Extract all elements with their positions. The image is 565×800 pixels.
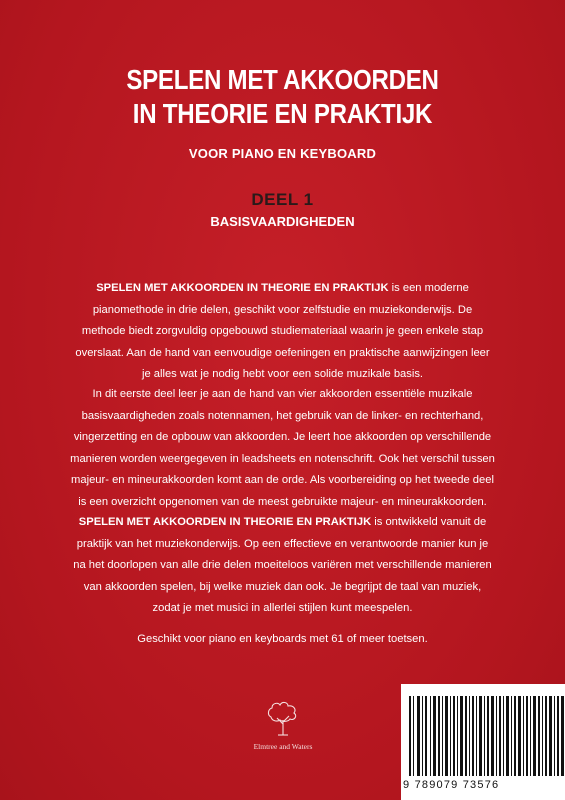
isbn-barcode xyxy=(401,684,565,800)
paragraph-3-bold-title: SPELEN MET AKKOORDEN IN THEORIE EN PRAKTIJK xyxy=(78,516,372,528)
barcode-bars xyxy=(409,696,565,776)
subtitle: VOOR PIANO EN KEYBOARD xyxy=(188,146,377,161)
description-paragraph-3 xyxy=(70,512,495,620)
part-subtitle: BASISVAARDIGHEDEN xyxy=(210,214,355,229)
title-line-1: SPELEN MET AKKOORDEN xyxy=(126,64,439,95)
description-paragraph-4: Geschikt voor piano en keyboards met 61 of meer toetsen. xyxy=(137,633,428,645)
description-paragraph-2: In dit eerste deel leer je aan de hand van vier akkoorden essentiële muzikale basisvaardigheden zoals notennamen, het gebruik van de linker- en rechterhand, vingerzetting en de opbouw van akkoorden. Je leert hoe akkoorden op verschillende manieren worden weergegeven in leadsheets en notenschrift. Ook het verschil tussen majeur- en mineurakkoorden komt aan de orde. Als voorbereiding op het tweede deel is een overzicht opgenomen van de meest gebruikte majeur- en mineurakkoorden. xyxy=(70,388,495,508)
publisher-name: Elmtree and Waters xyxy=(253,742,313,751)
paragraph-3-text: is ontwikkeld vanuit de praktijk van het muziekonderwijs. Op een effectieve en verantwoorde manier kun je na het doorlopen van alle drie delen moeiteloos variëren met verschillende manieren van akkoorden spelen, bij welke muziek dan ook. Je begrijpt de taal van muziek, zodat je met musici in allerlei stijlen kunt meespelen. xyxy=(73,516,492,615)
tree-icon xyxy=(262,700,304,736)
description-paragraph-1 xyxy=(70,278,495,386)
part-label: DEEL 1 xyxy=(251,190,314,209)
paragraph-1-bold-title: SPELEN MET AKKOORDEN IN THEORIE EN PRAKTIJK xyxy=(96,282,389,294)
paragraph-1-text: is een moderne pianomethode in drie delen, geschikt voor zelfstudie en muziekonderwijs. De methode biedt zorgvuldig opgebouwd studiemateriaal waarin je geen enkele stap overslaat. Aan de hand van eenvoudige oefeningen en praktische aanwijzingen leer je alles wat je nodig hebt voor een solide muzikale basis. xyxy=(75,282,490,381)
title-line-2: IN THEORIE EN PRAKTIJK xyxy=(132,98,433,129)
isbn-digits: 9 789079 73576 xyxy=(403,779,500,791)
